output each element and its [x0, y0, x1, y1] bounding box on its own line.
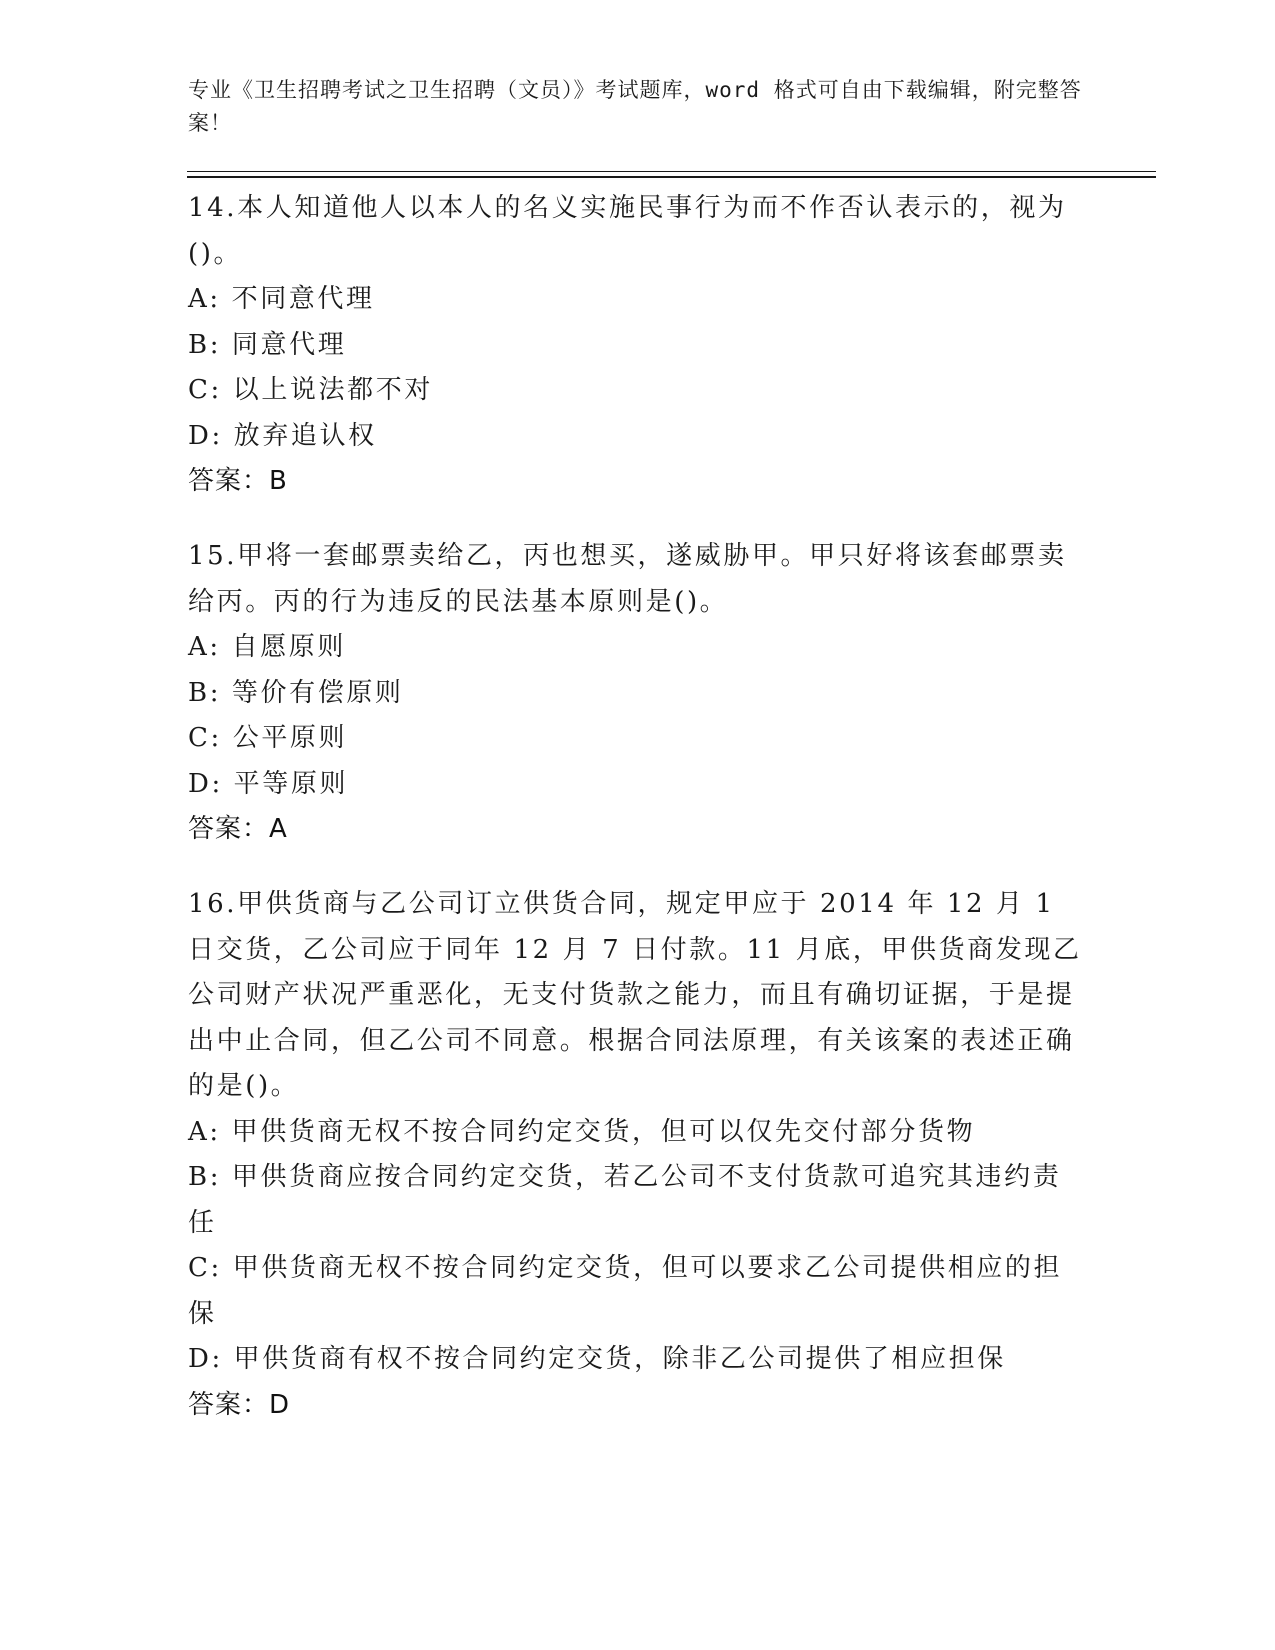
- option-d: D: 平等原则: [188, 768, 349, 799]
- answer: 答案：D: [188, 1389, 291, 1420]
- answer: 答案：B: [188, 466, 288, 496]
- question-stem: 15.甲将一套邮票卖给乙，丙也想买，遂威胁甲。甲只好将该套邮票卖给丙。丙的行为违反的民法基本原则是()。: [188, 541, 1067, 617]
- header-divider-thick: [187, 176, 1156, 178]
- header-divider-thin: [187, 171, 1156, 172]
- question-15: [188, 534, 1088, 853]
- option-a: A: 不同意代理: [188, 284, 375, 314]
- option-c: C: 甲供货商无权不按合同约定交货，但可以要求乙公司提供相应的担保: [188, 1253, 1063, 1329]
- question-stem: 16.甲供货商与乙公司订立供货合同，规定甲应于 2014 年 12 月 1 日交货，乙公司应于同年 12 月 7 日付款。11 月底，甲供货商发现乙公司财产状况严重恶化，无支付货款之能力，而且有确切证据，于是提出中止合同，但乙公司不同意。根据合同法原理，有关该案的表述正确的是()。: [188, 889, 1082, 1101]
- answer: 答案：A: [188, 814, 288, 844]
- document-header: 专业《卫生招聘考试之卫生招聘（文员）》考试题库，word 格式可自由下载编辑，附完整答案！: [188, 78, 1082, 135]
- option-b: B: 同意代理: [188, 329, 347, 360]
- option-c: C: 以上说法都不对: [188, 375, 433, 405]
- question-14: [188, 186, 1088, 505]
- option-a: A: 甲供货商无权不按合同约定交货，但可以仅先交付部分货物: [188, 1116, 976, 1147]
- option-b: B: 甲供货商应按合同约定交货，若乙公司不支付货款可追究其违约责任: [188, 1162, 1062, 1238]
- option-b: B: 等价有偿原则: [188, 677, 404, 708]
- option-a: A: 自愿原则: [188, 632, 347, 662]
- option-d: D: 放弃追认权: [188, 420, 377, 451]
- question-stem: 14.本人知道他人以本人的名义实施民事行为而不作否认表示的，视为()。: [188, 193, 1067, 269]
- option-d: D: 甲供货商有权不按合同约定交货，除非乙公司提供了相应担保: [188, 1344, 1006, 1374]
- question-16: [188, 882, 1088, 1428]
- option-c: C: 公平原则: [188, 723, 348, 753]
